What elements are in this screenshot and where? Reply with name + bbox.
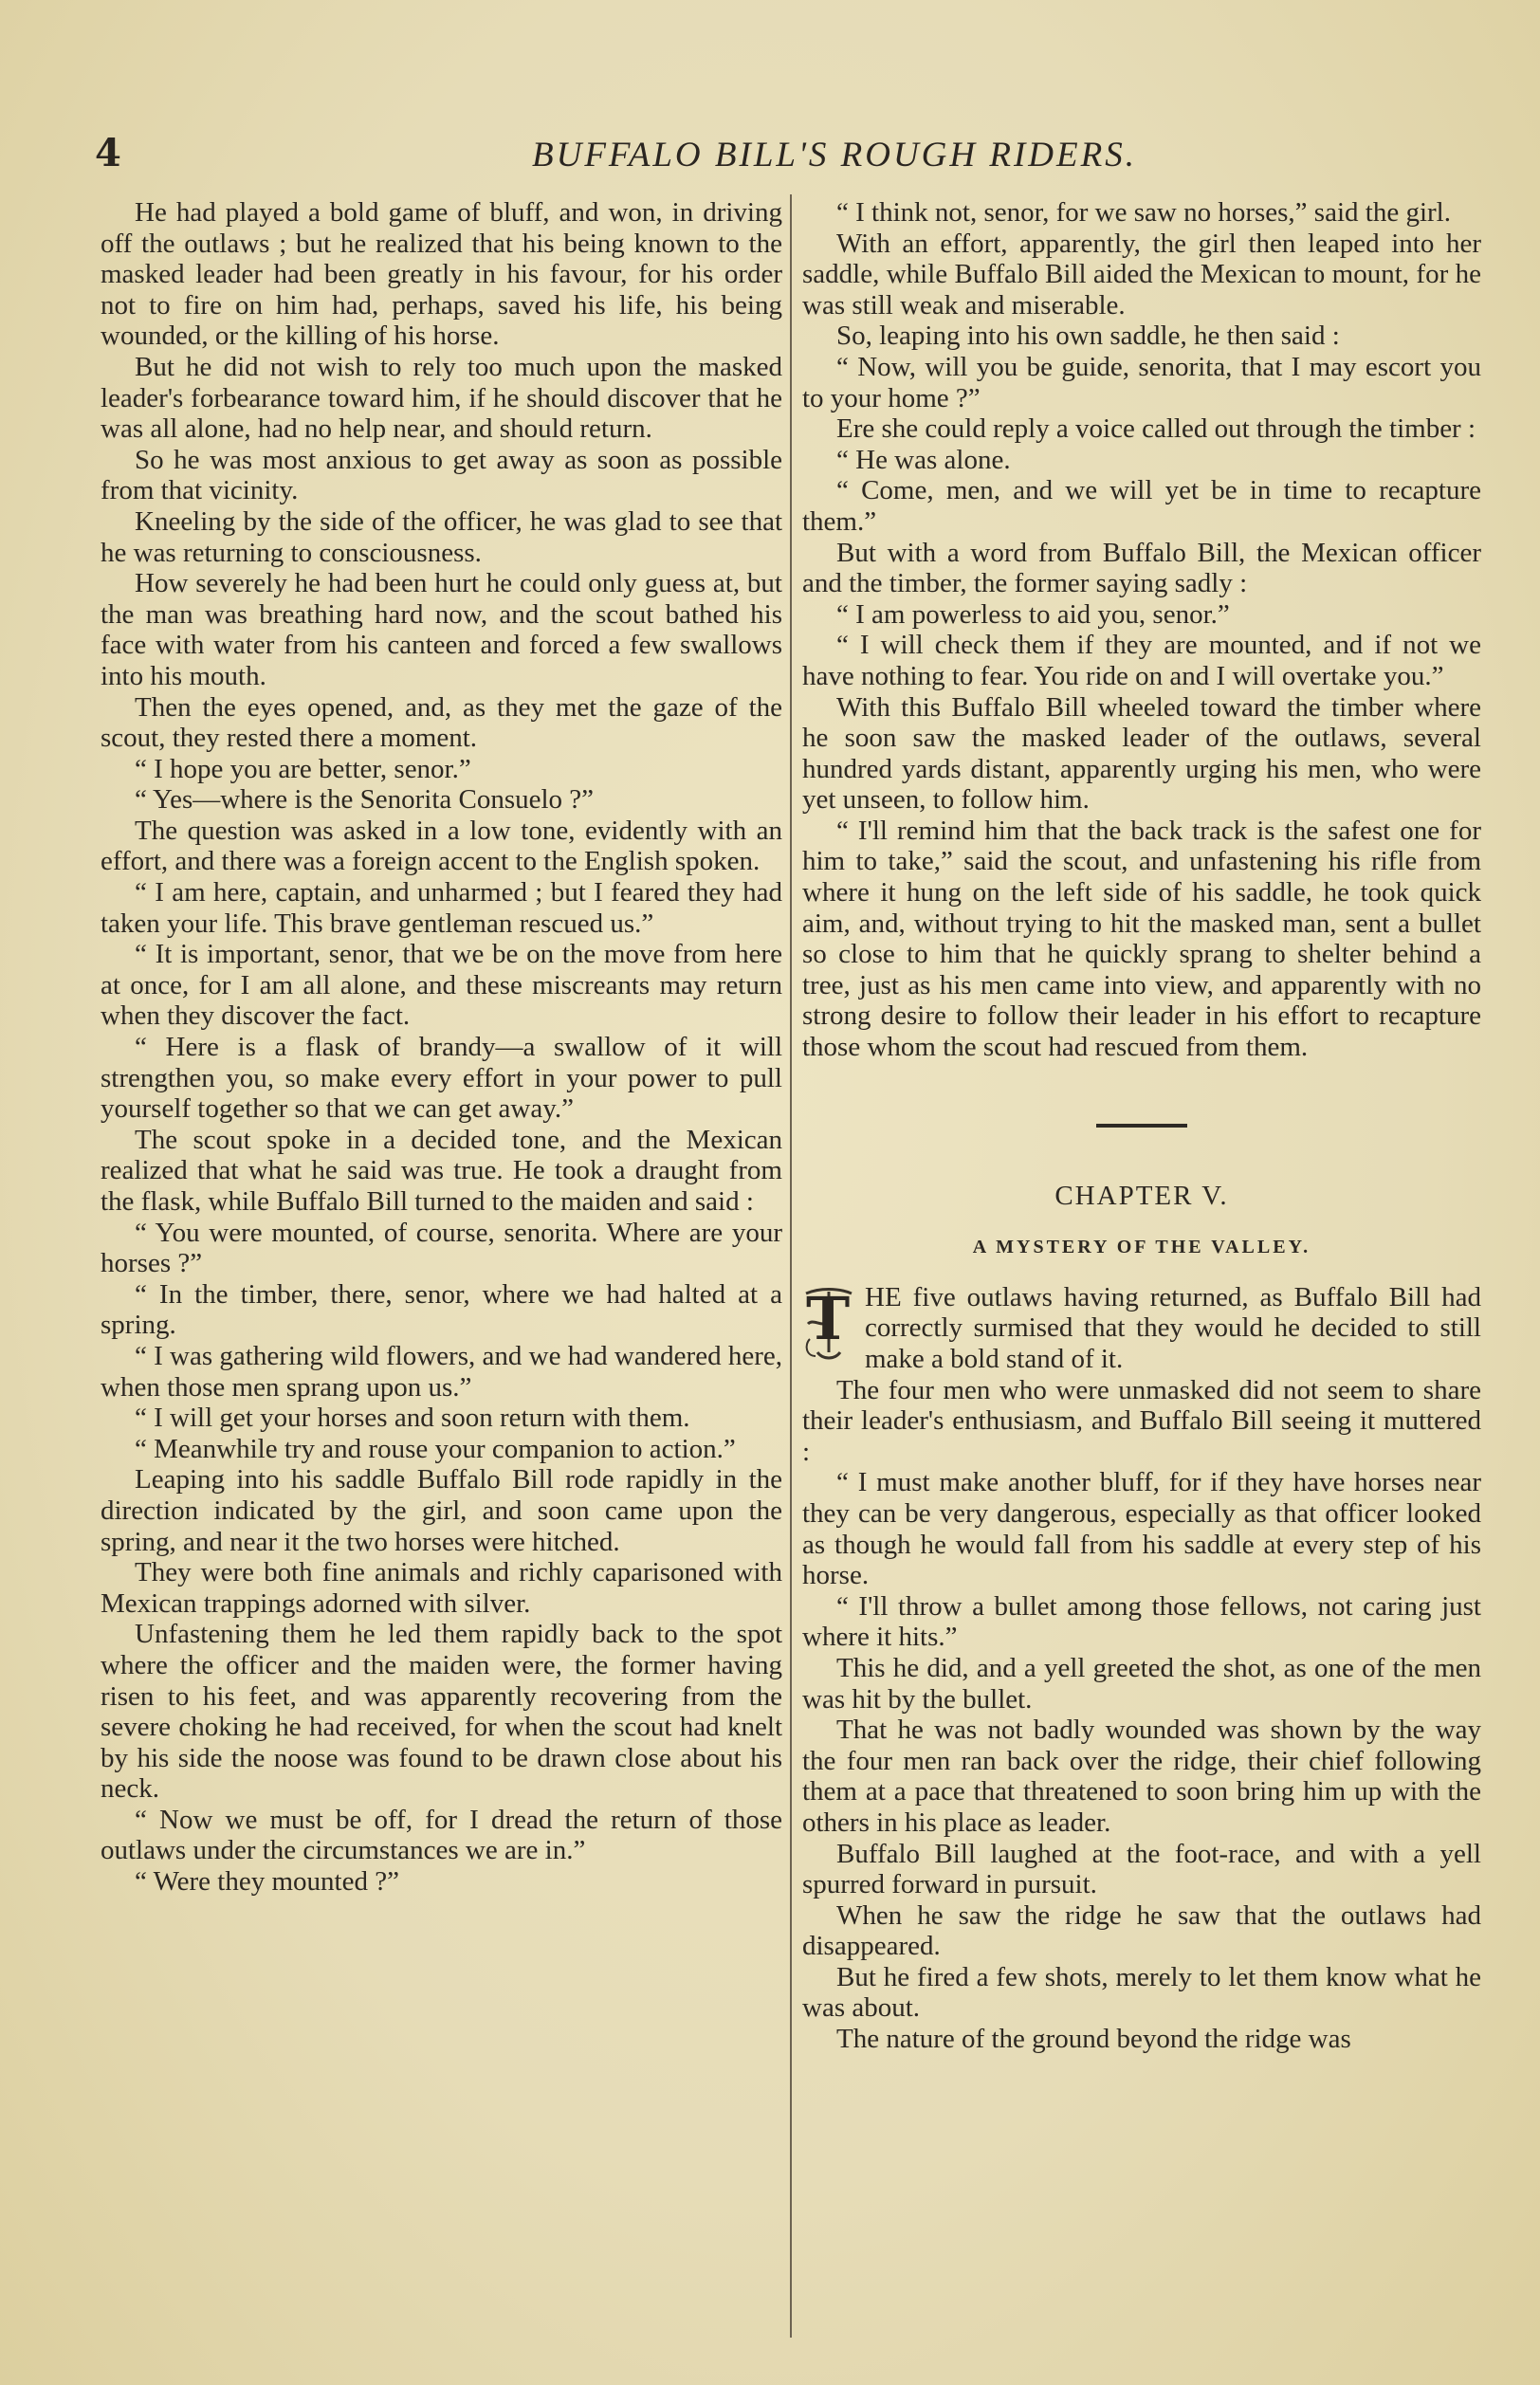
paragraph: He had played a bold game of bluff, and won, in driving off the outlaws ; but he realized that his being known to the masked leader had been greatly in his favour, for his order not to fire on him had, perhaps, saved his life, his being wounded, or the killing of his horse.	[101, 197, 782, 352]
paragraph: So, leaping into his own saddle, he then said :	[836, 321, 1340, 352]
paragraph: The four men who were unmasked did not seem to share their leader's enthusiasm, and Buffalo Bill seeing it muttered :	[802, 1374, 1481, 1467]
paragraph: “ I'll remind him that the back track is the safest one for him to take,” said the scout, and unfastening his rifle from where it hung on the left side of his saddle, he took quick aim, and, without trying to hit the masked man, sent a bullet so close to him that he quickly sprang to shelter behind a tree, just as his men came into view, and apparently with no strong desire to follow their leader in his effort to recapture those whom the scout had rescued from them.	[802, 815, 1481, 1063]
left-column	[101, 197, 782, 1898]
paragraph: When he saw the ridge he saw that the outlaws had disappeared.	[802, 1899, 1481, 1962]
paragraph: “ Now, will you be guide, senorita, that I may escort you to your home ?”	[802, 351, 1481, 413]
paragraph: “ I was gathering wild flowers, and we had wandered here, when those men sprang upon us.”	[101, 1340, 782, 1403]
paragraph: “ I will get your horses and soon return with them.	[135, 1403, 690, 1434]
right-column	[802, 197, 1481, 2055]
paragraph: The nature of the ground beyond the ridge was	[836, 2024, 1351, 2055]
paragraph: The scout spoke in a decided tone, and the Mexican realized that what he said was true. He took a draught from the flask, while Buffalo Bill turned to the maiden and said :	[101, 1124, 782, 1217]
paragraph: “ Yes—where is the Senorita Consuelo ?”	[135, 784, 595, 816]
paragraph: “ I will check them if they are mounted, and if not we have nothing to fear. You ride on and I will overtake you.”	[802, 630, 1481, 691]
paragraph: How severely he had been hurt he could only guess at, but the man was breathing hard now, and the scout bathed his face with water from his canteen and forced a few swallows into his mouth.	[101, 568, 782, 691]
paragraph: “ It is important, senor, that we be on the move from here at once, for I am all alone, and these miscreants may return when they discover the fact.	[101, 939, 782, 1032]
paragraph: “ I'll throw a bullet among those fellows, not caring just where it hits.”	[802, 1590, 1481, 1653]
paragraph: “ Now we must be off, for I dread the return of those outlaws under the circumstances we are in.”	[101, 1804, 782, 1866]
paragraph: Kneeling by the side of the officer, he was glad to see that he was returning to consciousness.	[101, 505, 782, 568]
paragraph: So he was most anxious to get away as soon as possible from that vicinity.	[101, 444, 782, 506]
paragraph: Ere she could reply a voice called out through the timber :	[836, 413, 1476, 445]
chapter-subtitle: A MYSTERY OF THE VALLEY.	[972, 1237, 1311, 1258]
column-divider	[790, 194, 792, 2338]
paragraph: “ He was alone.	[836, 444, 1011, 475]
paragraph: “ I am here, captain, and unharmed ; but I feared they had taken your life. This brave gentleman rescued us.”	[101, 877, 782, 939]
paragraph: “ Were they mounted ?”	[135, 1866, 399, 1898]
chapter-title: CHAPTER V.	[1054, 1180, 1229, 1211]
paragraph: “ Come, men, and we will yet be in time to recapture them.”	[802, 475, 1481, 537]
paragraph: But with a word from Buffalo Bill, the Mexican officer and the timber, the former saying sadly :	[802, 537, 1481, 599]
drop-cap	[800, 1283, 855, 1362]
paragraph-text: HE five outlaws having returned, as Buffalo Bill had correctly surmised that they would he decided to still make a bold stand of it.	[865, 1281, 1481, 1374]
paragraph: Leaping into his saddle Buffalo Bill rode rapidly in the direction indicated by the girl, and soon came upon the spring, and near it the two horses were hitched.	[101, 1464, 782, 1557]
paragraph: But he did not wish to rely too much upon the masked leader's forbearance toward him, if he should discover that he was all alone, had no help near, and should return.	[101, 351, 782, 445]
paragraph: That he was not badly wounded was shown by the way the four men ran back over the ridge, their chief following them at a pace that threatened to soon bring him up with the others in his place as leader.	[802, 1715, 1481, 1838]
page-number: 4	[95, 131, 121, 175]
paragraph: The question was asked in a low tone, evidently with an effort, and there was a foreign accent to the English spoken.	[101, 815, 782, 877]
paragraph: Then the eyes opened, and, as they met the gaze of the scout, they rested there a moment.	[101, 691, 782, 754]
paragraph: They were both fine animals and richly caparisoned with Mexican trappings adorned with silver.	[101, 1557, 782, 1619]
paragraph: With this Buffalo Bill wheeled toward the timber where he soon saw the masked leader of the outlaws, several hundred yards distant, apparently urging his men, who were yet unseen, to follow him.	[802, 691, 1481, 816]
paragraph: “ In the timber, there, senor, where we had halted at a spring.	[101, 1278, 782, 1341]
paragraph: “ You were mounted, of course, senorita. Where are your horses ?”	[101, 1217, 782, 1279]
paragraph: With an effort, apparently, the girl then leaped into her saddle, while Buffalo Bill aided the Mexican to mount, for he was still weak and miserable.	[802, 228, 1481, 321]
section-rule	[1096, 1124, 1187, 1128]
paragraph: “ Meanwhile try and rouse your companion to action.”	[135, 1433, 736, 1464]
paragraph: “ I think not, senor, for we saw no horses,” said the girl.	[836, 197, 1451, 228]
running-title: BUFFALO BILL'S ROUGH RIDERS.	[532, 136, 1137, 174]
paragraph: “ Here is a flask of brandy—a swallow of it will strengthen you, so make every effort in your power to pull yourself together so that we can get away.”	[101, 1032, 782, 1125]
drop-cap-letter: T	[806, 1283, 851, 1353]
paragraph: “ I am powerless to aid you, senor.”	[836, 598, 1230, 630]
chapter-opening-paragraph	[802, 1282, 1481, 1375]
paragraph: “ I must make another bluff, for if they have horses near they can be very dangerous, especially as that officer looked as though he would fall from his saddle at every step of his horse.	[802, 1467, 1481, 1591]
paragraph: Unfastening them he led them rapidly back to the spot where the officer and the maiden were, the former having risen to his feet, and was apparently recovering from the severe choking he had received, for when the scout had knelt by his side the noose was found to be drawn close about his neck.	[101, 1619, 782, 1805]
page-header	[95, 131, 1479, 180]
paragraph: But he fired a few shots, merely to let them know what he was about.	[802, 1961, 1481, 2024]
paragraph: “ I hope you are better, senor.”	[135, 753, 471, 784]
paragraph: Buffalo Bill laughed at the foot-race, and with a yell spurred forward in pursuit.	[802, 1838, 1481, 1900]
paragraph: This he did, and a yell greeted the shot, as one of the men was hit by the bullet.	[802, 1652, 1481, 1715]
